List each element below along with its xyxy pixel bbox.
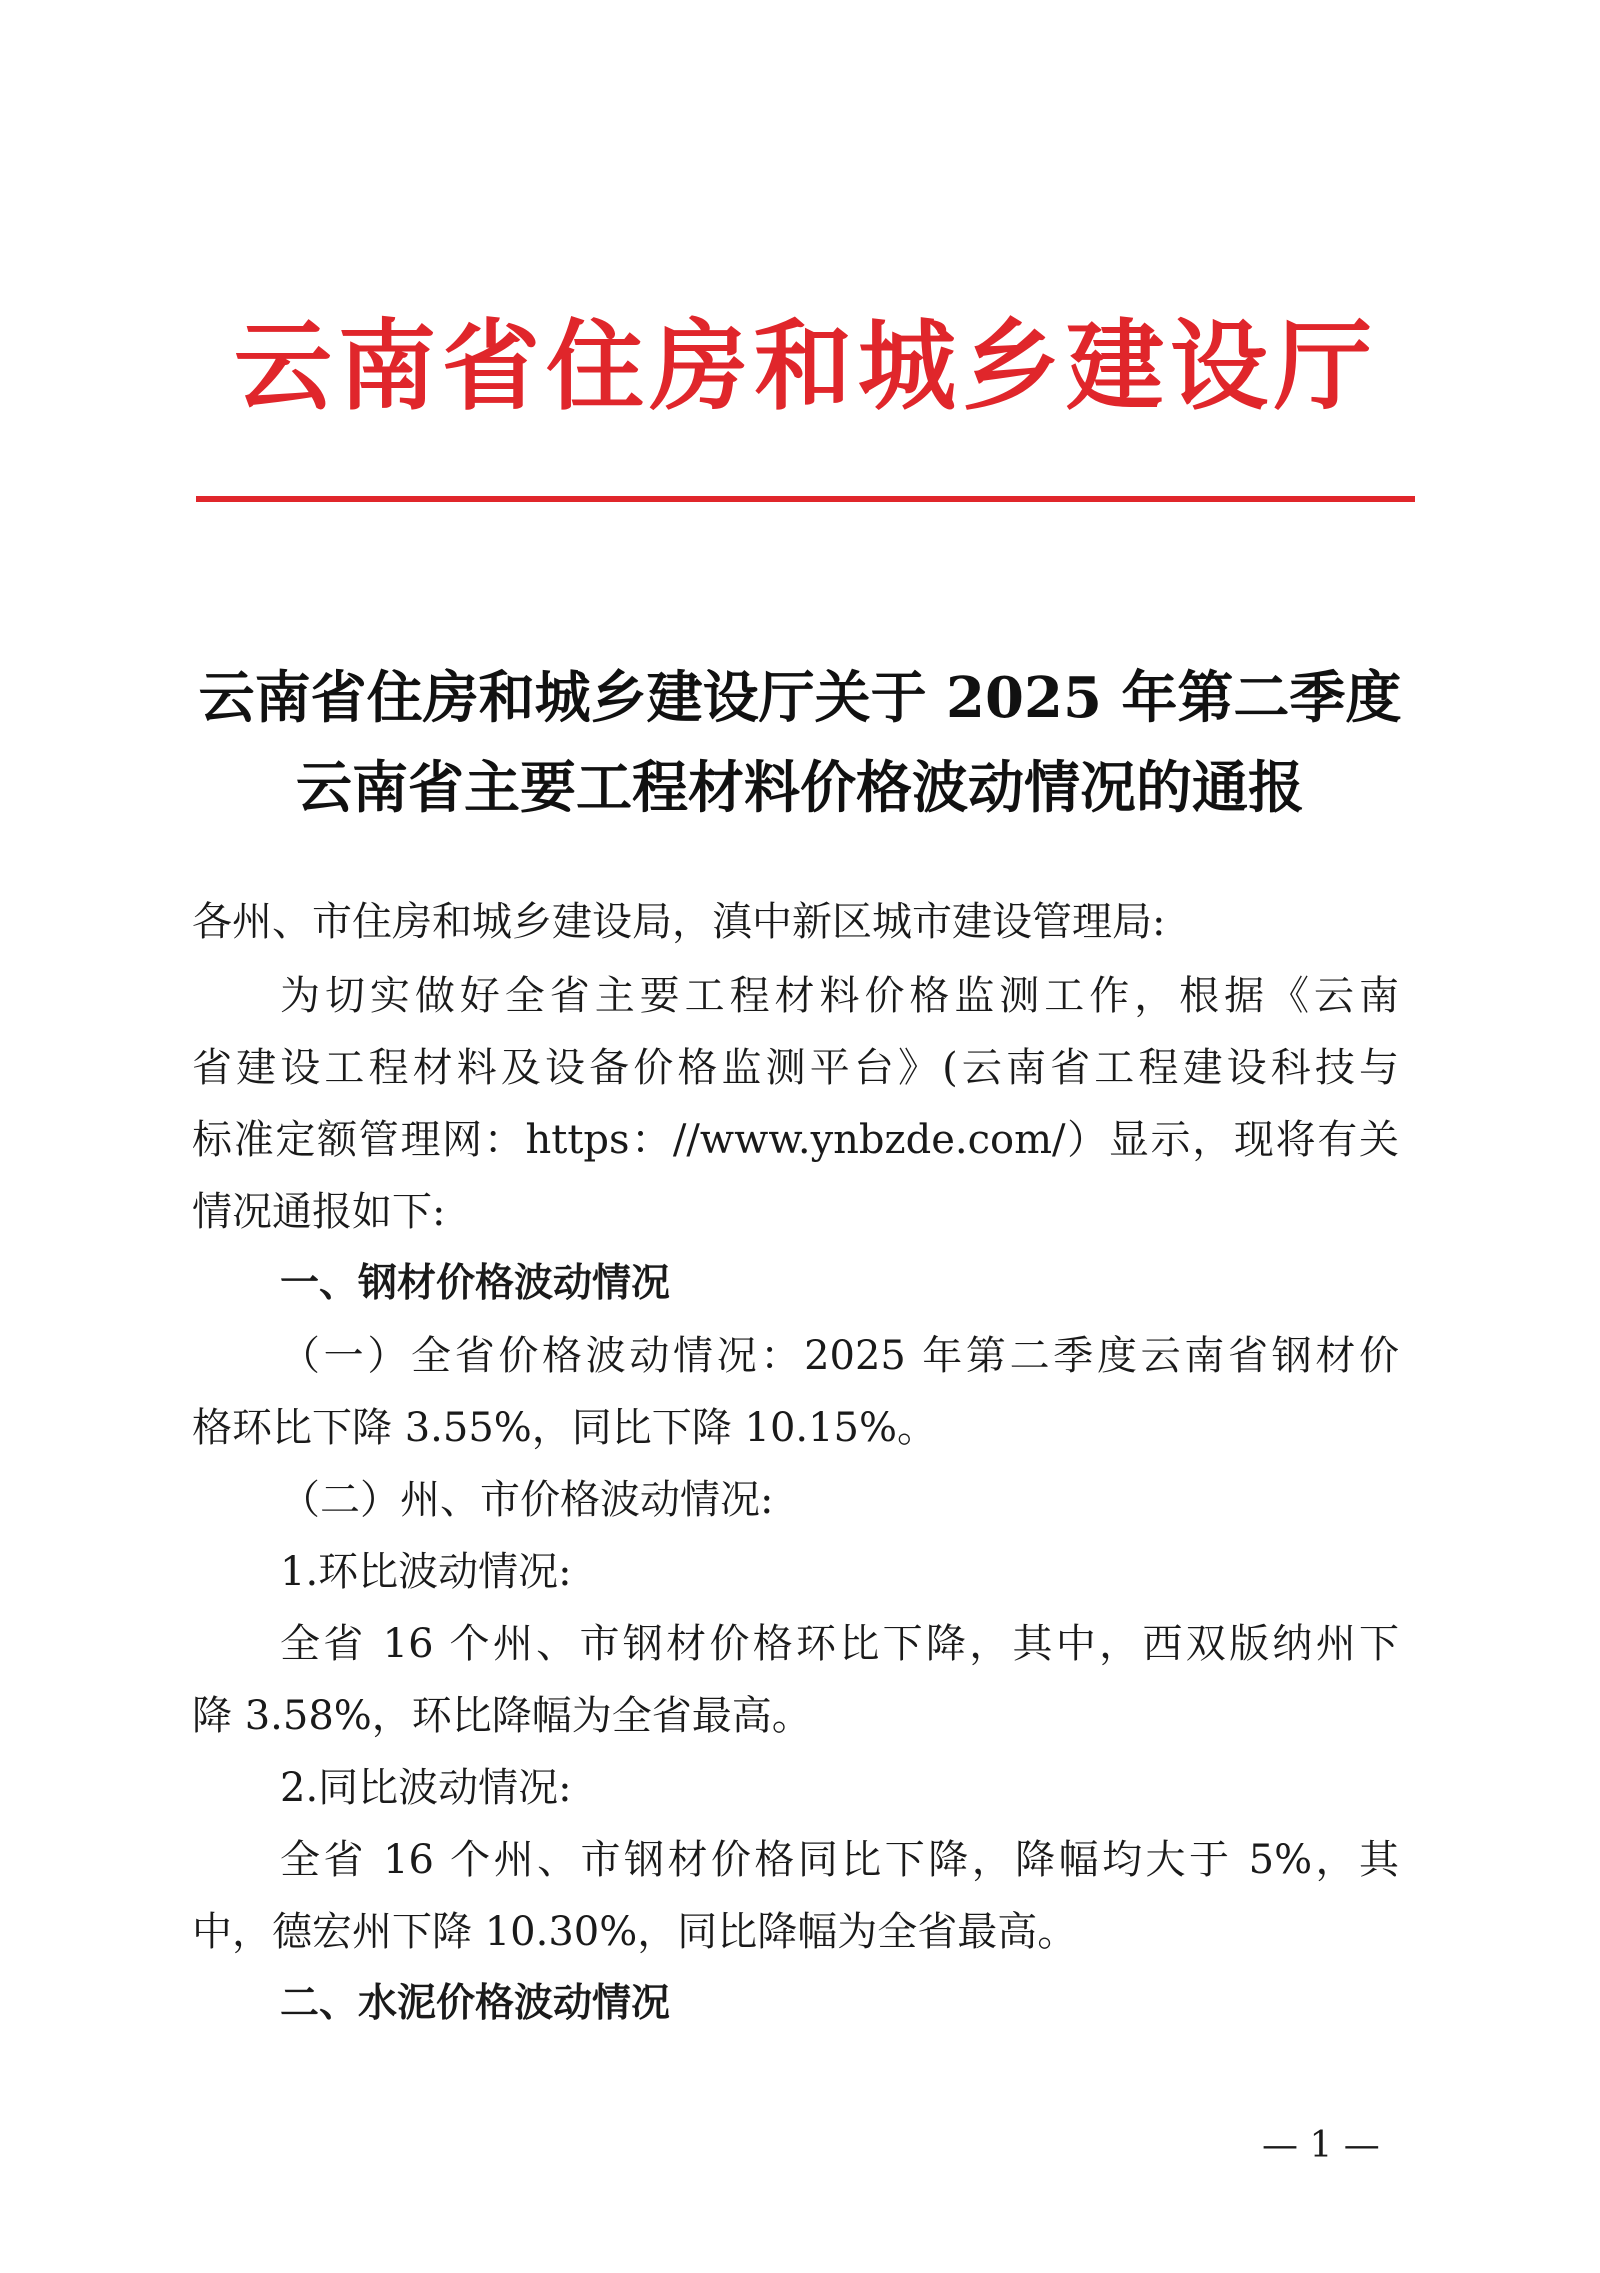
steel-yoy-line-1: 全省 16 个州、市钢材价格同比下降，降幅均大于 5%，其	[280, 1837, 1399, 1883]
steel-prefecture-heading: （二）州、市价格波动情况:	[280, 1477, 774, 1523]
intro-paragraph-line-1: 为切实做好全省主要工程材料价格监测工作，根据《云南	[280, 973, 1399, 1019]
masthead-red-rule	[196, 496, 1415, 502]
section-heading-steel: 一、钢材价格波动情况	[280, 1261, 671, 1306]
steel-province-line-1: （一）全省价格波动情况：2025 年第二季度云南省钢材价	[280, 1333, 1399, 1379]
salutation: 各州、市住房和城乡建设局，滇中新区城市建设管理局:	[192, 899, 1166, 945]
intro-paragraph-line-2: 省建设工程材料及设备价格监测平台》(云南省工程建设科技与	[192, 1045, 1399, 1091]
section-heading-cement: 二、水泥价格波动情况	[280, 1981, 671, 2026]
intro-paragraph-line-3: 标准定额管理网：https：//www.ynbzde.com/）显示，现将有关	[192, 1117, 1399, 1163]
masthead-org-name: 云南省住房和城乡建设厅	[233, 309, 1378, 424]
steel-province-line-2: 格环比下降 3.55%，同比下降 10.15%。	[192, 1405, 938, 1451]
steel-mom-line-2: 降 3.58%，环比降幅为全省最高。	[192, 1693, 812, 1739]
steel-mom-heading: 1.环比波动情况:	[280, 1549, 572, 1595]
intro-paragraph-line-4: 情况通报如下:	[192, 1189, 446, 1235]
steel-yoy-line-2: 中，德宏州下降 10.30%，同比降幅为全省最高。	[192, 1909, 1078, 1955]
document-title-line-1: 云南省住房和城乡建设厅关于 2025 年第二季度	[198, 665, 1402, 731]
document-title-line-2: 云南省主要工程材料价格波动情况的通报	[296, 755, 1304, 821]
steel-mom-line-1: 全省 16 个州、市钢材价格环比下降，其中，西双版纳州下	[280, 1621, 1399, 1667]
steel-yoy-heading: 2.同比波动情况:	[280, 1765, 572, 1811]
page-number: — 1 —	[1262, 2125, 1380, 2166]
